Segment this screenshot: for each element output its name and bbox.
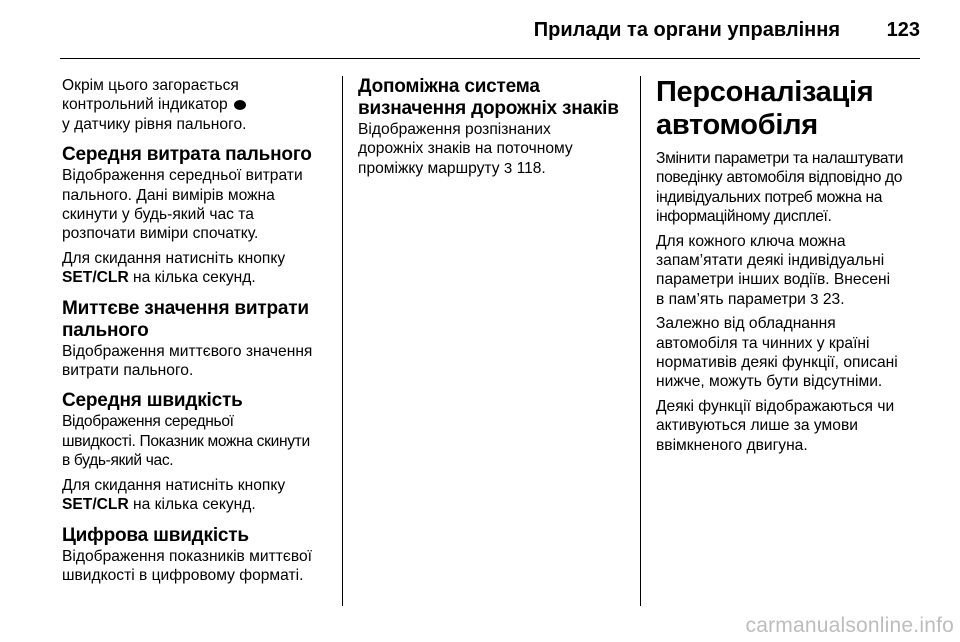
column-divider-2 bbox=[640, 76, 641, 606]
page-reference-number: 118. bbox=[516, 159, 546, 177]
watermark: carmanualsonline.info bbox=[745, 614, 954, 637]
page-reference-number: 23. bbox=[822, 290, 845, 308]
average-speed-reset bbox=[62, 476, 334, 515]
personalization-paragraph-4: Деякі функції відображаються чи активуються лише за умови ввімкненого двигуна. bbox=[656, 397, 895, 454]
heading-digital-speed: Цифрова швидкість bbox=[62, 524, 249, 546]
column-right bbox=[656, 76, 930, 455]
personalization-paragraph-3: Залежно від обладнання автомобіля та чинних у країні нормативів деякі функції, описані нижче, можуть бути відсутніми. bbox=[656, 315, 898, 391]
reset-suffix: на кілька секунд. bbox=[128, 269, 256, 287]
intro-paragraph bbox=[62, 76, 334, 134]
black-dot-indicator-icon bbox=[234, 100, 246, 110]
personalization-paragraph-2 bbox=[656, 232, 930, 310]
reset-prefix: Для скидання натисніть кнопку bbox=[62, 476, 286, 494]
page-number: 123 bbox=[886, 19, 920, 41]
set-clr-button-label: SET/CLR bbox=[62, 496, 129, 514]
personalization-paragraph-1: Змінити параметри та налаштувати поведінку автомобіля відповідно до індивідуальних потреб можна на інформаційному дисплеї. bbox=[656, 150, 904, 226]
heading-average-consumption: Середня витрата пального bbox=[62, 144, 312, 166]
column-middle bbox=[358, 76, 626, 178]
column-divider-1 bbox=[342, 76, 343, 606]
set-clr-button-label: SET/CLR bbox=[62, 269, 129, 287]
traffic-sign-text bbox=[358, 120, 626, 178]
heading-average-speed: Середня швидкість bbox=[62, 390, 243, 412]
heading-vehicle-personalization: Персоналізація автомобіля bbox=[656, 76, 874, 141]
heading-instant-consumption: Миттєве значення витрати пального bbox=[62, 297, 309, 341]
instant-consumption-text: Відображення миттєвого значення витрати пального. bbox=[62, 342, 313, 380]
traffic-sign-body: Відображення розпізнаних дорожніх знаків на поточному проміжку маршруту bbox=[358, 121, 573, 177]
average-speed-text: Відображення середньої швидкості. Показник можна скинути в будь-який час. bbox=[62, 413, 310, 470]
page-title: Прилади та органи управління bbox=[533, 19, 840, 41]
reset-prefix: Для скидання натисніть кнопку bbox=[62, 249, 286, 267]
average-consumption-reset bbox=[62, 249, 334, 288]
page-header bbox=[60, 0, 920, 59]
digital-speed-text: Відображення показників миттєвої швидкості в цифровому форматі. bbox=[62, 547, 312, 584]
page-reference-icon: 3 bbox=[503, 159, 513, 177]
intro-text-2: у датчику рівня пального. bbox=[62, 115, 247, 133]
heading-traffic-sign-assistant: Допоміжна система визначення дорожніх знаків bbox=[358, 76, 619, 119]
column-left bbox=[62, 76, 334, 585]
intro-text: Окрім цього загорається контрольний індикатор bbox=[62, 77, 239, 114]
page-reference-icon: 3 bbox=[810, 290, 819, 308]
reset-suffix: на кілька секунд. bbox=[128, 496, 256, 514]
personalization-p2-text: Для кожного ключа можна запам’ятати деякі індивідуальні параметри інших водіїв. Внесені в пам’ять параметри bbox=[656, 232, 891, 308]
average-consumption-text: Відображення середньої витрати пального. Дані вимірів можна скинути у будь-який час та розпочати виміри спочатку. bbox=[62, 167, 303, 243]
